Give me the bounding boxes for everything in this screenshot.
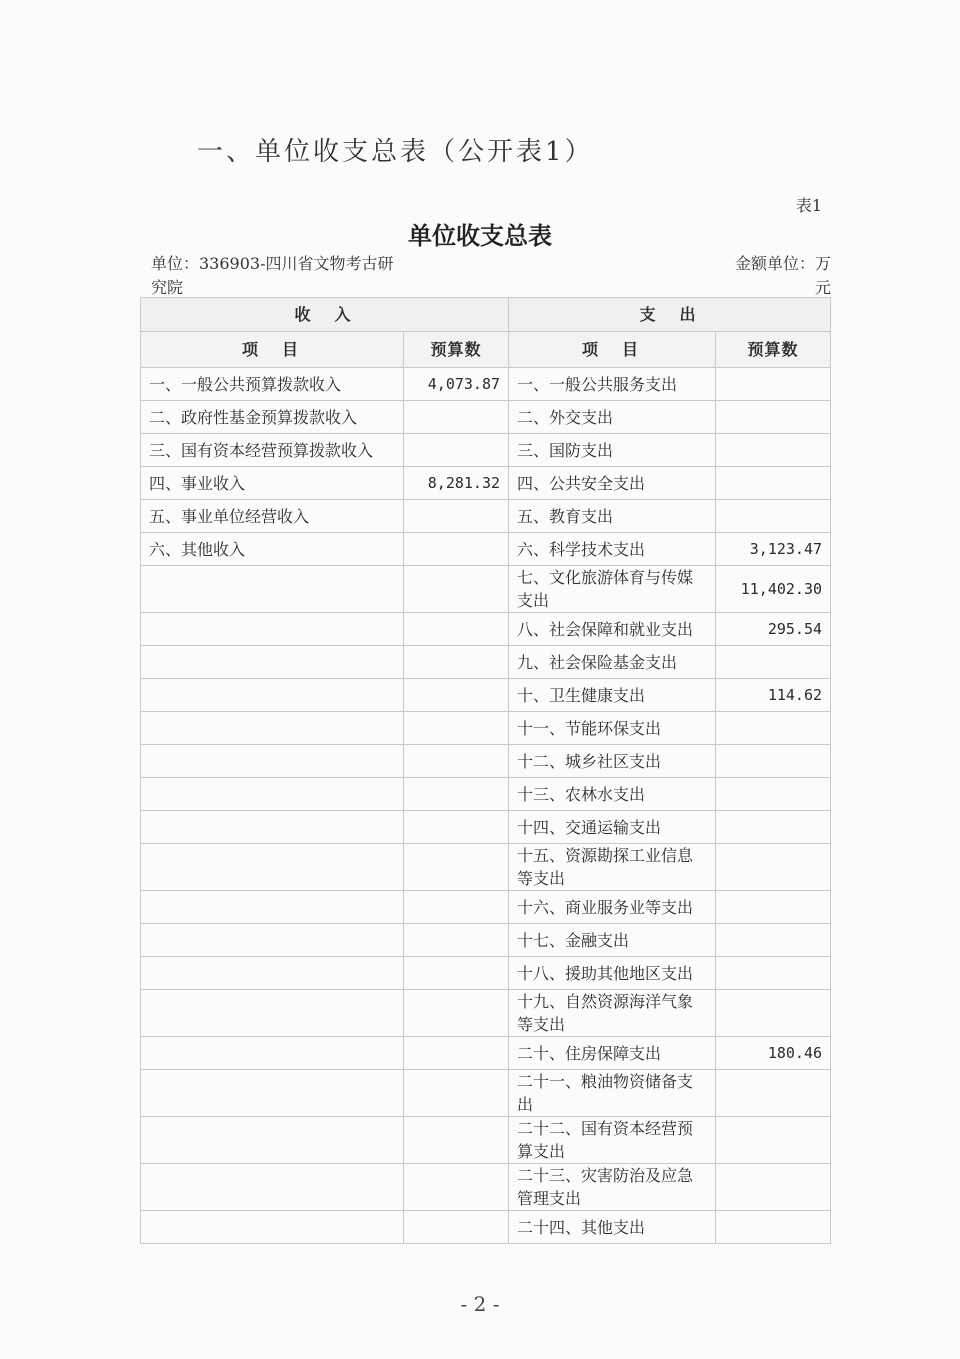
table-row [141,844,831,891]
income-amount-cell [404,891,509,924]
income-amount-cell: 8,281.32 [404,467,509,500]
table-row [141,1070,831,1117]
expense-amount-cell [716,368,831,401]
expense-amount-cell: 180.46 [716,1037,831,1070]
income-amount-cell [404,1037,509,1070]
income-amount-cell [404,811,509,844]
expense-item-cell: 七、文化旅游体育与传媒支出 [509,566,716,613]
income-amount-cell [404,533,509,566]
table-row [141,613,831,646]
expense-header: 支 出 [509,298,831,332]
expense-amount-cell [716,1070,831,1117]
expense-item-cell: 十八、援助其他地区支出 [509,957,716,990]
income-item-cell [141,1037,404,1070]
income-item-cell [141,844,404,891]
expense-amount-cell [716,1211,831,1244]
income-item-header: 项 目 [141,332,404,368]
table-tag: 表1 [795,196,822,215]
expense-item-cell: 六、科学技术支出 [509,533,716,566]
income-amount-cell [404,745,509,778]
table-row [141,646,831,679]
table-row [141,957,831,990]
expense-amount-cell: 114.62 [716,679,831,712]
income-item-cell: 二、政府性基金预算拨款收入 [141,401,404,434]
expense-amount-cell [716,924,831,957]
income-item-cell [141,811,404,844]
table-row [141,778,831,811]
page-heading: 一、单位收支总表（公开表1） [197,137,594,167]
expense-amount-cell [716,467,831,500]
page-number: - 2 - [460,1292,500,1316]
income-amount-cell [404,434,509,467]
expense-item-cell: 二十四、其他支出 [509,1211,716,1244]
expense-amount-cell [716,990,831,1037]
income-item-cell: 三、国有资本经营预算拨款收入 [141,434,404,467]
income-amount-cell [404,1211,509,1244]
expense-amount-cell [716,957,831,990]
expense-amount-cell: 3,123.47 [716,533,831,566]
income-amount-cell [404,712,509,745]
table-row [141,891,831,924]
income-item-cell [141,778,404,811]
income-amount-cell [404,924,509,957]
expense-item-cell: 九、社会保险基金支出 [509,646,716,679]
expense-item-cell: 十七、金融支出 [509,924,716,957]
table-row [141,990,831,1037]
expense-amount-cell [716,1117,831,1164]
expense-item-cell: 十二、城乡社区支出 [509,745,716,778]
income-amount-cell [404,844,509,891]
table-row [141,401,831,434]
expense-amount-cell: 295.54 [716,613,831,646]
income-amount-cell [404,646,509,679]
income-item-cell [141,613,404,646]
income-amount-cell [404,1164,509,1211]
income-header: 收 入 [141,298,509,332]
income-budget-header: 预算数 [404,332,509,368]
income-item-cell: 六、其他收入 [141,533,404,566]
expense-item-cell: 二十、住房保障支出 [509,1037,716,1070]
expense-item-cell: 十五、资源勘探工业信息等支出 [509,844,716,891]
table-row [141,679,831,712]
expense-amount-cell [716,646,831,679]
expense-budget-header: 预算数 [716,332,831,368]
income-item-cell [141,891,404,924]
expense-item-cell: 十六、商业服务业等支出 [509,891,716,924]
expense-amount-cell [716,712,831,745]
table-row [141,566,831,613]
income-amount-cell [404,957,509,990]
income-amount-cell: 4,073.87 [404,368,509,401]
expense-item-cell: 三、国防支出 [509,434,716,467]
table-row [141,1164,831,1211]
expense-item-cell: 十四、交通运输支出 [509,811,716,844]
income-amount-cell [404,1117,509,1164]
income-item-cell [141,1070,404,1117]
table-row [141,745,831,778]
expense-amount-cell [716,401,831,434]
income-amount-cell [404,401,509,434]
expense-item-cell: 二十一、粮油物资储备支出 [509,1070,716,1117]
expense-item-cell: 二十二、国有资本经营预算支出 [509,1117,716,1164]
income-amount-cell [404,500,509,533]
expense-item-cell: 二、外交支出 [509,401,716,434]
income-item-cell [141,1117,404,1164]
expense-item-cell: 二十三、灾害防治及应急管理支出 [509,1164,716,1211]
income-item-cell [141,679,404,712]
table-row [141,467,831,500]
income-item-cell [141,990,404,1037]
table-row [141,1117,831,1164]
income-item-cell [141,646,404,679]
expense-item-cell: 八、社会保障和就业支出 [509,613,716,646]
expense-item-cell: 五、教育支出 [509,500,716,533]
expense-item-cell: 十一、节能环保支出 [509,712,716,745]
expense-amount-cell [716,811,831,844]
table-row [141,924,831,957]
income-item-cell: 一、一般公共预算拨款收入 [141,368,404,401]
income-item-cell [141,712,404,745]
expense-amount-cell [716,500,831,533]
expense-amount-cell [716,778,831,811]
expense-amount-cell [716,1164,831,1211]
income-amount-cell [404,679,509,712]
expense-amount-cell [716,891,831,924]
expense-amount-cell: 11,402.30 [716,566,831,613]
income-amount-cell [404,990,509,1037]
expense-item-cell: 十九、自然资源海洋气象等支出 [509,990,716,1037]
expense-item-header: 项 目 [509,332,716,368]
expense-amount-cell [716,844,831,891]
table-row [141,533,831,566]
income-item-cell [141,957,404,990]
income-item-cell [141,1211,404,1244]
income-item-cell [141,1164,404,1211]
income-item-cell: 四、事业收入 [141,467,404,500]
table-row [141,1211,831,1244]
budget-summary-table [140,297,831,1244]
table-row [141,1037,831,1070]
table-row [141,500,831,533]
unit-label: 单位：336903-四川省文物考古研究院 [151,254,394,297]
income-item-cell: 五、事业单位经营收入 [141,500,404,533]
income-amount-cell [404,613,509,646]
expense-item-cell: 四、公共安全支出 [509,467,716,500]
income-amount-cell [404,1070,509,1117]
expense-item-cell: 一、一般公共服务支出 [509,368,716,401]
income-item-cell [141,924,404,957]
table-row [141,434,831,467]
table-title: 单位收支总表 [408,222,552,250]
income-item-cell [141,566,404,613]
expense-amount-cell [716,434,831,467]
table-row [141,811,831,844]
income-item-cell [141,745,404,778]
expense-item-cell: 十三、农林水支出 [509,778,716,811]
income-amount-cell [404,566,509,613]
table-row [141,712,831,745]
expense-item-cell: 十、卫生健康支出 [509,679,716,712]
table-row [141,368,831,401]
expense-amount-cell [716,745,831,778]
income-amount-cell [404,778,509,811]
amount-unit-label: 金额单位：万元 [734,254,831,297]
